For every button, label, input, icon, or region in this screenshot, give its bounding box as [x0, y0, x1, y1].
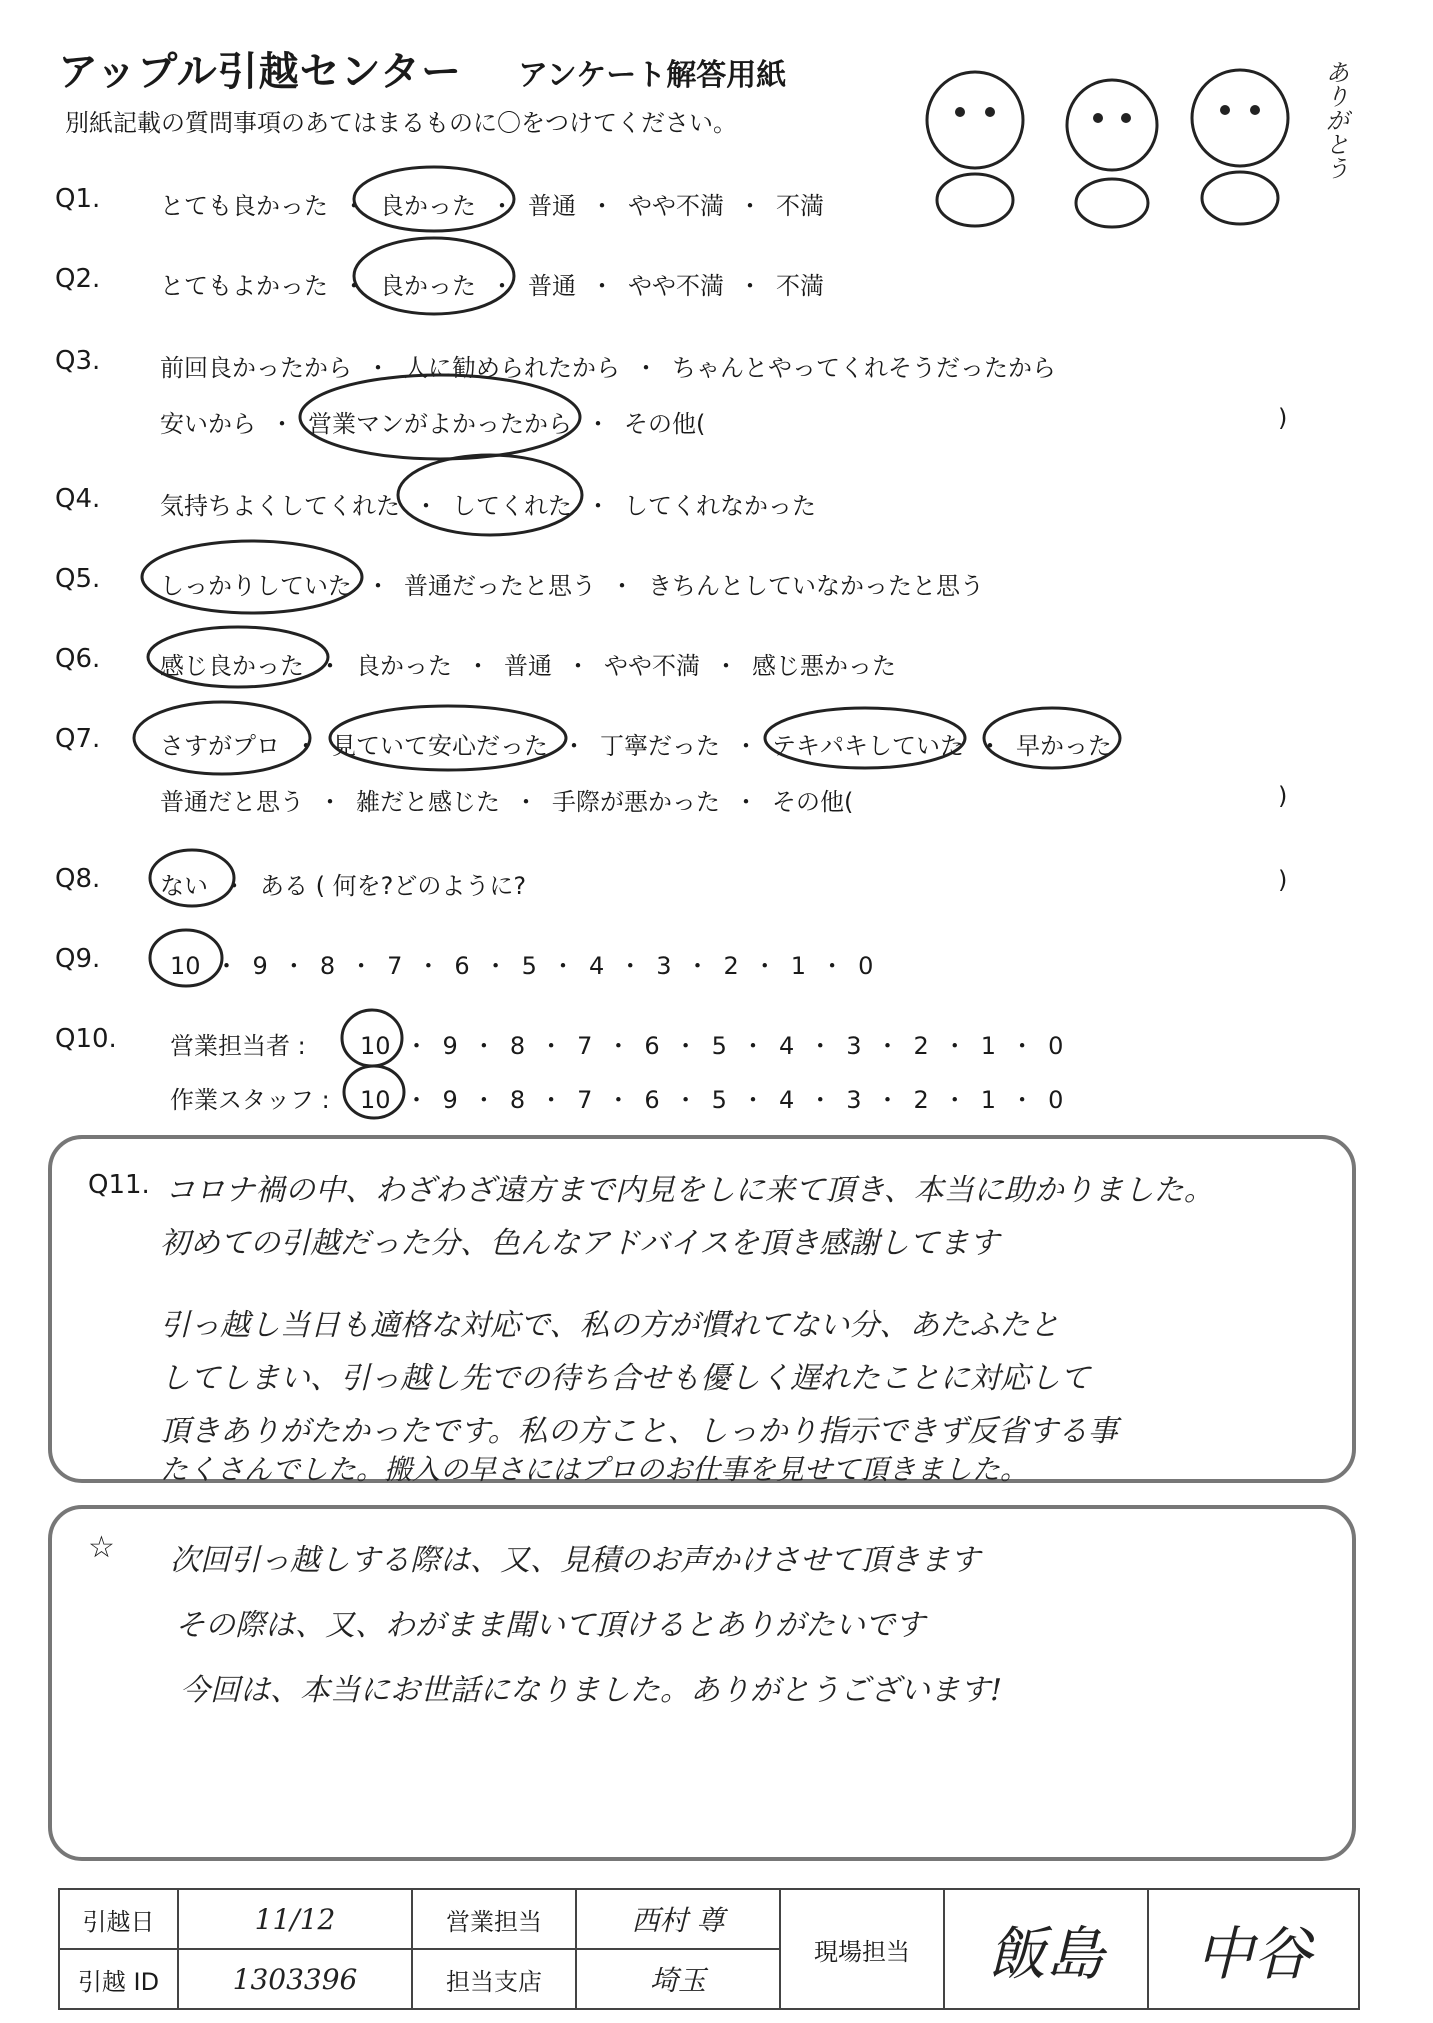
option[interactable]: 手際が悪かった: [552, 788, 720, 816]
q2-label: Q2.: [55, 264, 101, 294]
q3-options-line1: 前回良かったから ・ 人に勧められたから ・ ちゃんとやってくれそうだったから: [160, 354, 1056, 382]
form-title: アップル引越センター: [58, 49, 462, 95]
q10-sales-scale: 10 ・ 9 ・ 8 ・ 7 ・ 6 ・ 5 ・ 4 ・ 3 ・ 2 ・ 1 ・ 0: [360, 1032, 1064, 1060]
option[interactable]: 感じ悪かった: [752, 652, 896, 680]
q5-label: Q5.: [55, 564, 101, 594]
option[interactable]: 普通: [504, 652, 552, 680]
option[interactable]: その他(: [772, 788, 854, 816]
option[interactable]: 不満: [776, 192, 824, 220]
option-selected[interactable]: ない: [160, 872, 208, 900]
q8-close-paren: ): [1278, 866, 1288, 894]
option-selected[interactable]: 感じ良かった: [160, 652, 304, 680]
score[interactable]: 0: [1048, 1032, 1064, 1060]
site-value-2: 中谷: [1148, 1889, 1359, 2009]
q10-staff-label: 作業スタッフ :: [170, 1086, 330, 1114]
score[interactable]: 4: [778, 1086, 795, 1114]
site-label: 現場担当: [780, 1889, 944, 2009]
score[interactable]: 8: [509, 1086, 526, 1114]
option[interactable]: 気持ちよくしてくれた: [160, 492, 400, 520]
option[interactable]: とても良かった: [160, 192, 328, 220]
q3-label: Q3.: [55, 346, 101, 376]
score[interactable]: 9: [442, 1086, 458, 1114]
score[interactable]: 5: [521, 952, 537, 980]
option[interactable]: やや不満: [628, 272, 724, 300]
q11-line: 初めての引越だった分、色んなアドバイスを頂き感謝してます: [160, 1226, 1000, 1261]
option[interactable]: 良かった: [356, 652, 452, 680]
q7-close-paren: ): [1278, 782, 1288, 810]
option-selected[interactable]: しっかりしていた: [160, 572, 352, 600]
q9-label: Q9.: [55, 944, 101, 974]
score[interactable]: 0: [1048, 1086, 1064, 1114]
option-selected[interactable]: 早かった: [1016, 732, 1112, 760]
q6-label: Q6.: [55, 644, 101, 674]
option[interactable]: とてもよかった: [160, 272, 328, 300]
q9-scale: 10 ・ 9 ・ 8 ・ 7 ・ 6 ・ 5 ・ 4 ・ 3 ・ 2 ・ 1 ・ 0: [170, 952, 874, 980]
star-note-line: 次回引っ越しする際は、又、見積のお声かけさせて頂きます: [170, 1543, 980, 1578]
sales-label: 営業担当: [412, 1889, 576, 1949]
q1-label: Q1.: [55, 184, 101, 214]
option[interactable]: きちんとしていなかったと思う: [648, 572, 984, 600]
score[interactable]: 8: [509, 1032, 526, 1060]
option[interactable]: やや不満: [628, 192, 724, 220]
move-id-value: 1303396: [178, 1949, 412, 2009]
q11-line: してしまい、引っ越し先での待ち合せも優しく遅れたことに対応して: [160, 1361, 1090, 1396]
q5-options: しっかりしていた ・ 普通だったと思う ・ きちんとしていなかったと思う: [160, 572, 984, 600]
q7-options-line1: さすがプロ ・ 見ていて安心だった ・ 丁寧だった ・ テキパキしていた ・ 早かった: [160, 732, 1112, 760]
score[interactable]: 8: [319, 952, 336, 980]
option[interactable]: 雑だと感じた: [356, 788, 500, 816]
branch-label: 担当支店: [412, 1949, 576, 2009]
option[interactable]: 前回良かったから: [160, 354, 352, 382]
option[interactable]: 普通: [528, 272, 576, 300]
q1-options: とても良かった ・ 良かった ・ 普通 ・ やや不満 ・ 不満: [160, 192, 824, 220]
q10-staff-scale: 10 ・ 9 ・ 8 ・ 7 ・ 6 ・ 5 ・ 4 ・ 3 ・ 2 ・ 1 ・ 0: [360, 1086, 1064, 1114]
score[interactable]: 5: [711, 1032, 727, 1060]
option-selected[interactable]: さすがプロ: [160, 732, 280, 760]
q11-line: 引っ越し当日も適格な対応で、私の方が慣れてない分、あたふたと: [160, 1308, 1060, 1343]
score[interactable]: 9: [442, 1032, 458, 1060]
option[interactable]: ちゃんとやってくれそうだったから: [672, 354, 1056, 382]
mascot-caption: ありがとう: [1321, 60, 1349, 180]
score[interactable]: 1: [790, 952, 807, 980]
score[interactable]: 3: [846, 1032, 862, 1060]
score[interactable]: 1: [980, 1032, 997, 1060]
option[interactable]: 人に勧められたから: [404, 354, 620, 382]
move-date-value: 11/12: [178, 1889, 412, 1949]
score[interactable]: 6: [644, 1086, 660, 1114]
q10-sales-label: 営業担当者 :: [170, 1032, 306, 1060]
q11-line: コロナ禍の中、わざわざ遠方まで内見をしに来て頂き、本当に助かりました。: [165, 1173, 1214, 1208]
form-subtitle: アンケート解答用紙: [518, 58, 787, 93]
option-selected[interactable]: 営業マンがよかったから: [308, 410, 572, 438]
option-selected[interactable]: 見ていて安心だった: [332, 732, 548, 760]
score[interactable]: 3: [846, 1086, 862, 1114]
score[interactable]: 4: [778, 1032, 795, 1060]
move-date-label: 引越日: [59, 1889, 178, 1949]
score[interactable]: 1: [980, 1086, 997, 1114]
score[interactable]: 4: [588, 952, 605, 980]
option[interactable]: してくれなかった: [624, 492, 816, 520]
score[interactable]: 2: [723, 952, 739, 980]
option-selected[interactable]: 良かった: [380, 272, 476, 300]
score[interactable]: 7: [577, 1032, 593, 1060]
option[interactable]: 普通: [528, 192, 576, 220]
option-selected[interactable]: してくれた: [452, 492, 572, 520]
score[interactable]: 5: [711, 1086, 727, 1114]
score[interactable]: 7: [387, 952, 403, 980]
q3-close-paren: ): [1278, 404, 1288, 432]
score[interactable]: 6: [454, 952, 470, 980]
option[interactable]: ある ( 何を?どのように?: [260, 872, 527, 900]
star-icon: ☆: [88, 1530, 115, 1565]
site-value-1: 飯島: [944, 1889, 1148, 2009]
score[interactable]: 2: [913, 1032, 929, 1060]
q11-line: たくさんでした。搬入の早さにはプロのお仕事を見せて頂きました。: [160, 1453, 1029, 1486]
q7-options-line2: 普通だと思う ・ 雑だと感じた ・ 手際が悪かった ・ その他(: [160, 788, 854, 816]
q2-options: とてもよかった ・ 良かった ・ 普通 ・ やや不満 ・ 不満: [160, 272, 824, 300]
option[interactable]: その他(: [624, 410, 706, 438]
score[interactable]: 3: [656, 952, 672, 980]
option[interactable]: 普通だと思う: [160, 788, 304, 816]
q4-label: Q4.: [55, 484, 101, 514]
q8-label: Q8.: [55, 864, 101, 894]
score[interactable]: 7: [577, 1086, 593, 1114]
score[interactable]: 2: [913, 1086, 929, 1114]
score[interactable]: 6: [644, 1032, 660, 1060]
option[interactable]: やや不満: [604, 652, 700, 680]
option[interactable]: 安いから: [160, 410, 256, 438]
score-selected[interactable]: 10: [360, 1086, 391, 1114]
q6-options: 感じ良かった ・ 良かった ・ 普通 ・ やや不満 ・ 感じ悪かった: [160, 652, 896, 680]
option[interactable]: 不満: [776, 272, 824, 300]
option-selected[interactable]: 良かった: [380, 192, 476, 220]
q4-options: 気持ちよくしてくれた ・ してくれた ・ してくれなかった: [160, 492, 816, 520]
q11-label: Q11.: [88, 1170, 150, 1200]
instruction-text: 別紙記載の質問事項のあてはまるものに〇をつけてください。: [65, 109, 737, 137]
q8-options: ない ・ ある ( 何を?どのように?: [160, 872, 527, 900]
q3-options-line2: 安いから ・ 営業マンがよかったから ・ その他(: [160, 410, 706, 438]
branch-value: 埼玉: [576, 1949, 780, 2009]
star-note-line: その際は、又、わがまま聞いて頂けるとありがたいです: [175, 1608, 925, 1643]
q7-label: Q7.: [55, 724, 101, 754]
star-note-line: 今回は、本当にお世話になりました。ありがとうございます!: [180, 1673, 1003, 1708]
score-selected[interactable]: 10: [360, 1032, 391, 1060]
option[interactable]: 丁寧だった: [600, 732, 720, 760]
sales-value: 西村 尊: [576, 1889, 780, 1949]
option[interactable]: 普通だったと思う: [404, 572, 596, 600]
score[interactable]: 0: [858, 952, 874, 980]
q10-label: Q10.: [55, 1024, 117, 1054]
score[interactable]: 9: [252, 952, 268, 980]
score-selected[interactable]: 10: [170, 952, 201, 980]
info-table: [58, 1888, 1360, 2010]
option-selected[interactable]: テキパキしていた: [772, 732, 964, 760]
q11-line: 頂きありがたかったです。私の方こと、しっかり指示できず反省する事: [160, 1414, 1118, 1449]
move-id-label: 引越 ID: [59, 1949, 178, 2009]
